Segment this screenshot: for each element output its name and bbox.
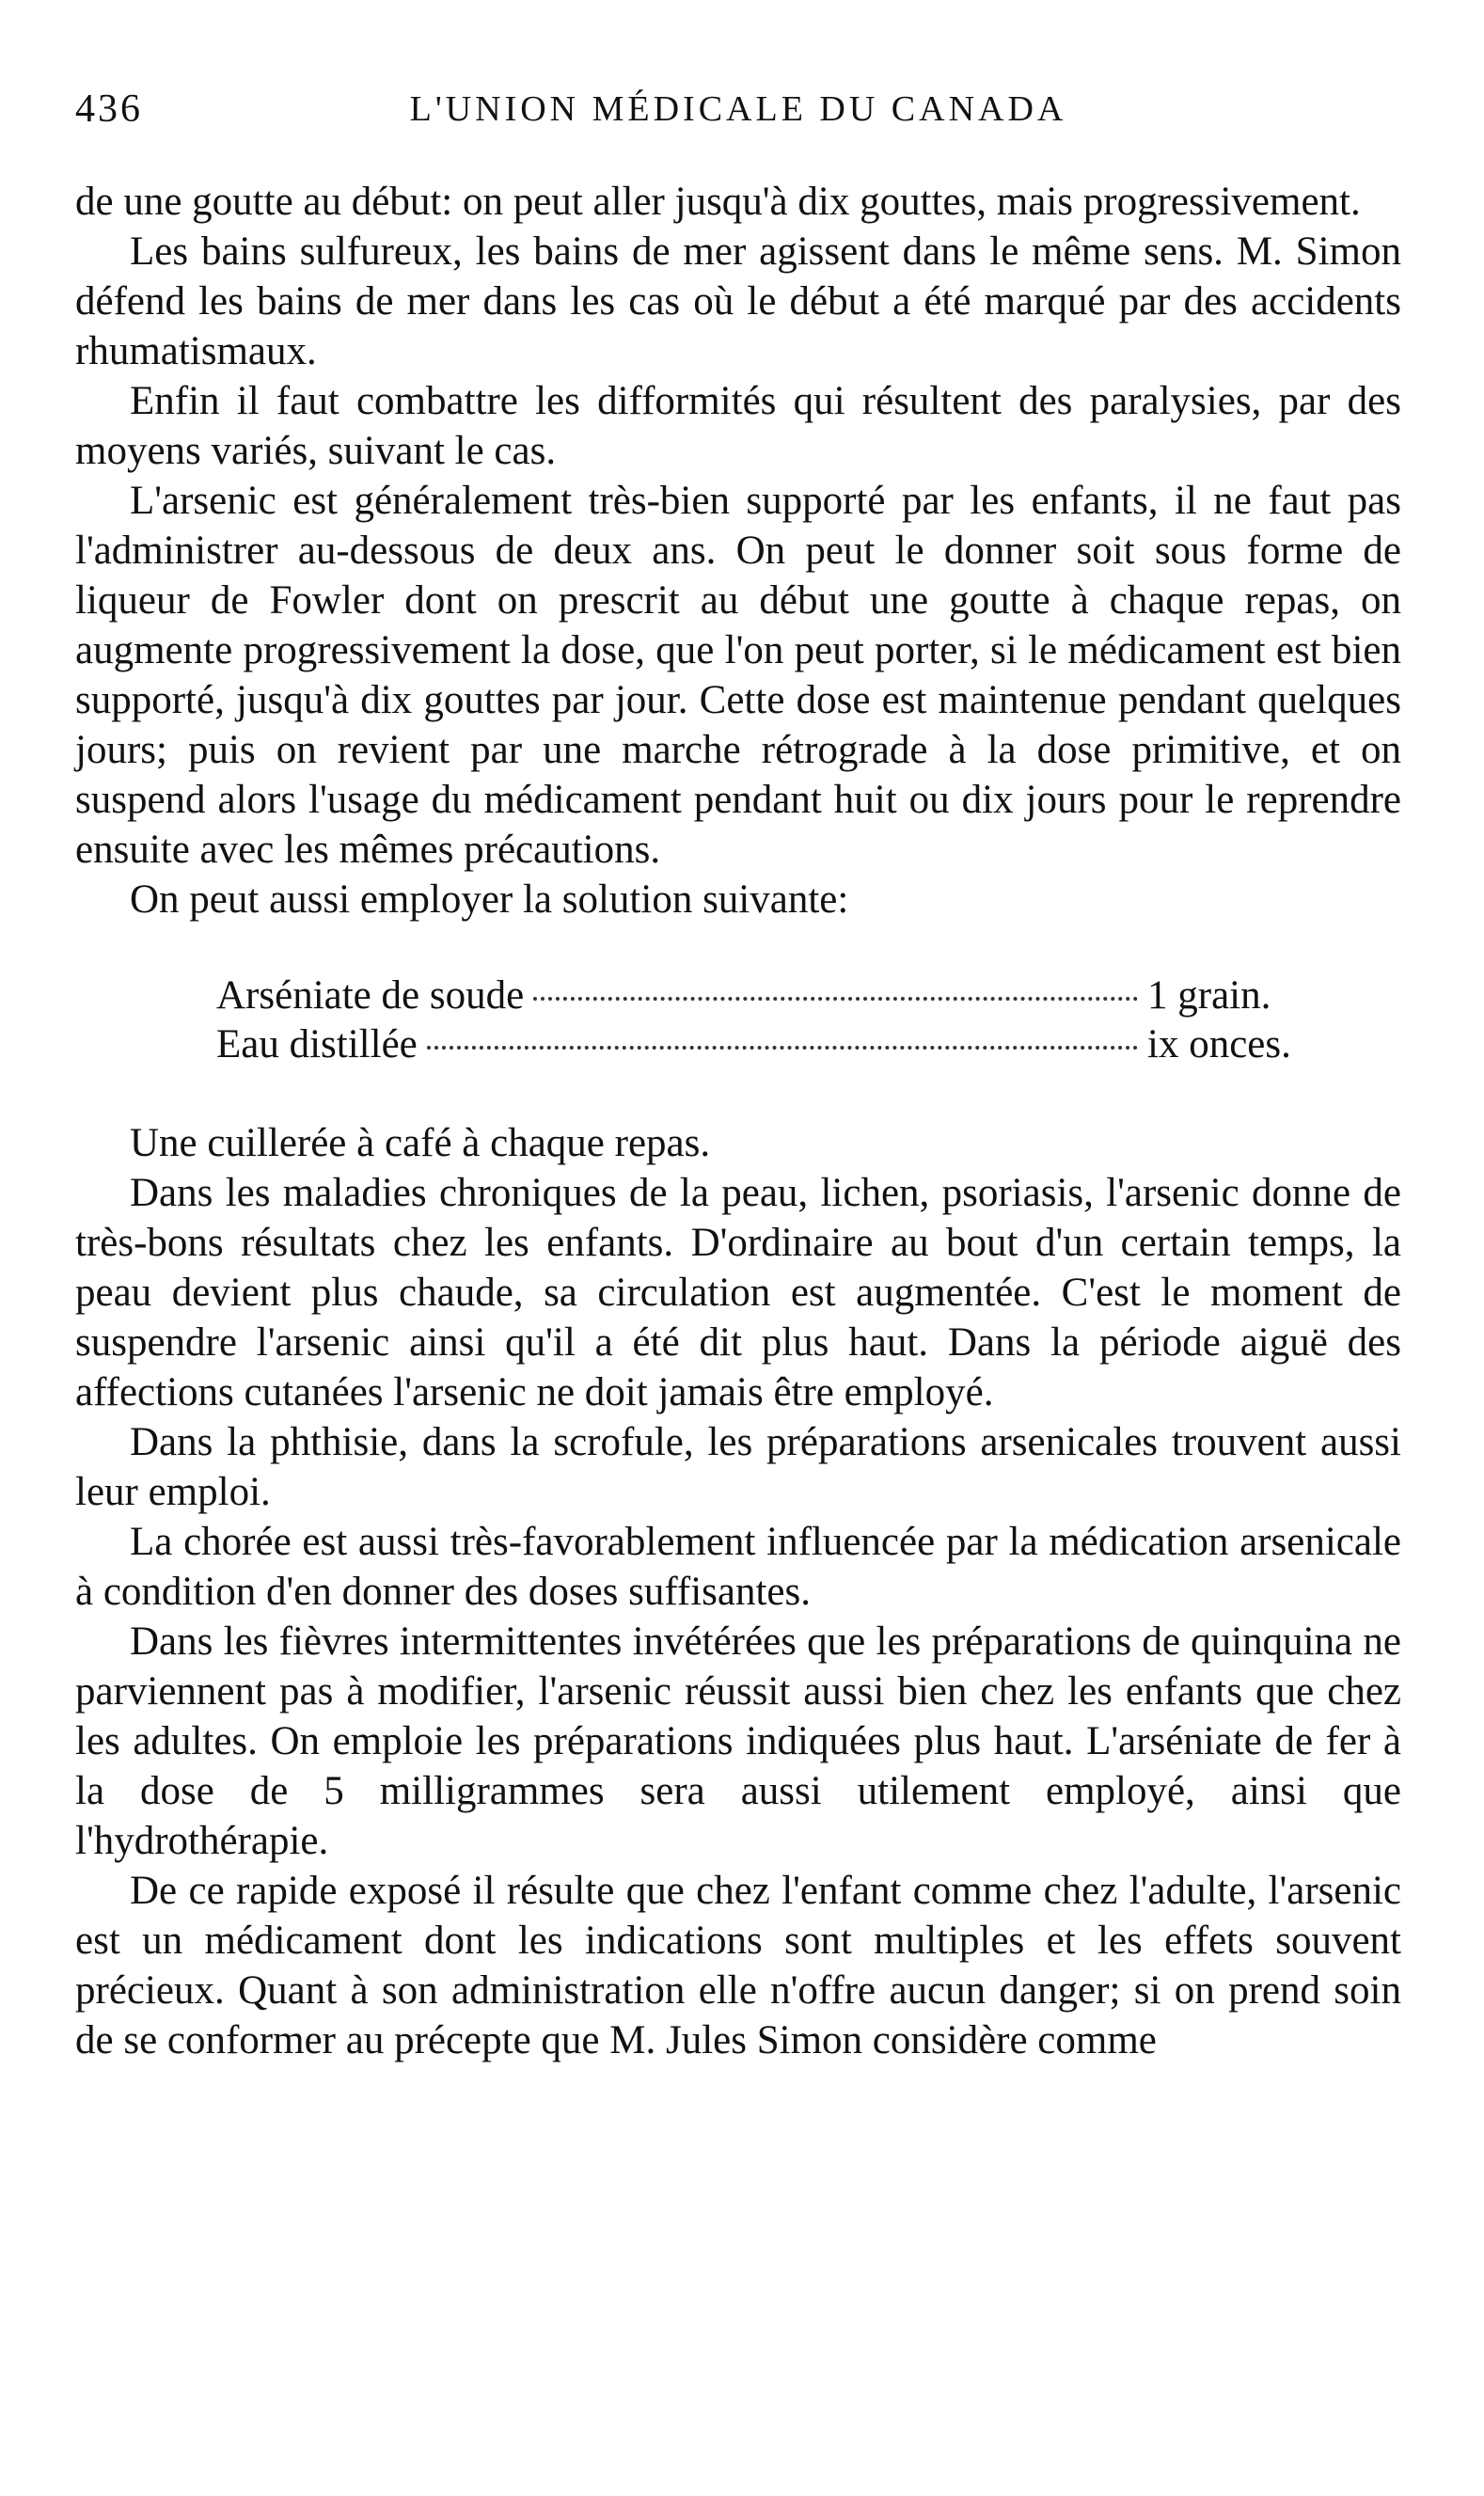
paragraph: L'arsenic est généralement très-bien supporté par les enfants, il ne faut pas l'administrer au-dessous de deux ans. On peut le donner soit sous forme de liqueur de Fowler dont on prescrit au début une goutte à chaque repas, on augmente progressivement la dose, que l'on peut porter, si le médicament est bien supporté, jusqu'à dix gouttes par jour. Cette dose est maintenue pendant quelques jours; puis on revient par une marche rétrograde à la dose primitive, et on suspend alors l'usage du médicament pendant huit ou dix jours pour le reprendre ensuite avec les mêmes précautions. [75, 479, 1401, 872]
paragraph: Dans les maladies chroniques de la peau, lichen, psoriasis, l'arsenic donne de très-bons résultats chez les enfants. D'ordinaire au bout d'un certain temps, la peau devient plus chaude, sa circulation est augmentée. C'est le moment de suspendre l'arsenic ainsi qu'il a été dit plus haut. Dans la période aiguë des affections cutanées l'arsenic ne doit jamais être employé. [75, 1171, 1401, 1414]
paragraph: De ce rapide exposé il résulte que chez l'enfant comme chez l'adulte, l'arsenic est un médicament dont les indications sont multiples et les effets souvent précieux. Quant à son administration elle n'offre aucun danger; si on prend soin de se conformer au précepte que M. Jules Simon considère comme [75, 1869, 1401, 2062]
dot-leader [533, 997, 1138, 1001]
prescription-quantity: 1 grain. [1147, 973, 1271, 1018]
prescription-ingredient: Arséniate de soude [216, 973, 525, 1018]
paragraph: Dans les fièvres intermittentes invétérées que les préparations de quinquina ne parviennent pas à modifier, l'arsenic réussit aussi bien chez les enfants que chez les adultes. On emploie les préparations indiquées plus haut. L'arséniate de fer à la dose de 5 milligrammes sera aussi utilement employé, ainsi que l'hydrothérapie. [75, 1619, 1401, 1863]
paragraph: On peut aussi employer la solution suivante: [130, 877, 849, 922]
paragraph: Dans la phthisie, dans la scrofule, les préparations arsenicales trouvent aussi leur emploi. [75, 1420, 1401, 1514]
paragraph: de une goutte au début: on peut aller jusqu'à dix gouttes, mais progressivement. [75, 180, 1361, 224]
paragraph: Les bains sulfureux, les bains de mer agissent dans le même sens. M. Simon défend les bains de mer dans les cas où le début a été marqué par des accidents rhumatismaux. [75, 229, 1401, 373]
paragraph: La chorée est aussi très-favorablement influencée par la médication arsenicale à condition d'en donner des doses suffisantes. [75, 1520, 1401, 1614]
prescription-quantity: ix onces. [1147, 1022, 1291, 1066]
dot-leader [427, 1046, 1138, 1050]
running-title: L'UNION MÉDICALE DU CANADA [409, 89, 1067, 129]
paragraph: Une cuillerée à café à chaque repas. [130, 1121, 711, 1165]
document-page [75, 87, 1401, 2457]
paragraph: Enfin il faut combattre les difformités qui résultent des paralysies, par des moyens variés, suivant le cas. [75, 379, 1401, 473]
page-number: 436 [75, 87, 143, 131]
article-body [75, 177, 1401, 2065]
prescription-item [216, 972, 1345, 1020]
prescription-item [216, 1020, 1345, 1069]
page-header [75, 87, 1401, 141]
prescription-ingredient: Eau distillée [216, 1022, 418, 1066]
prescription-list [216, 972, 1345, 1069]
